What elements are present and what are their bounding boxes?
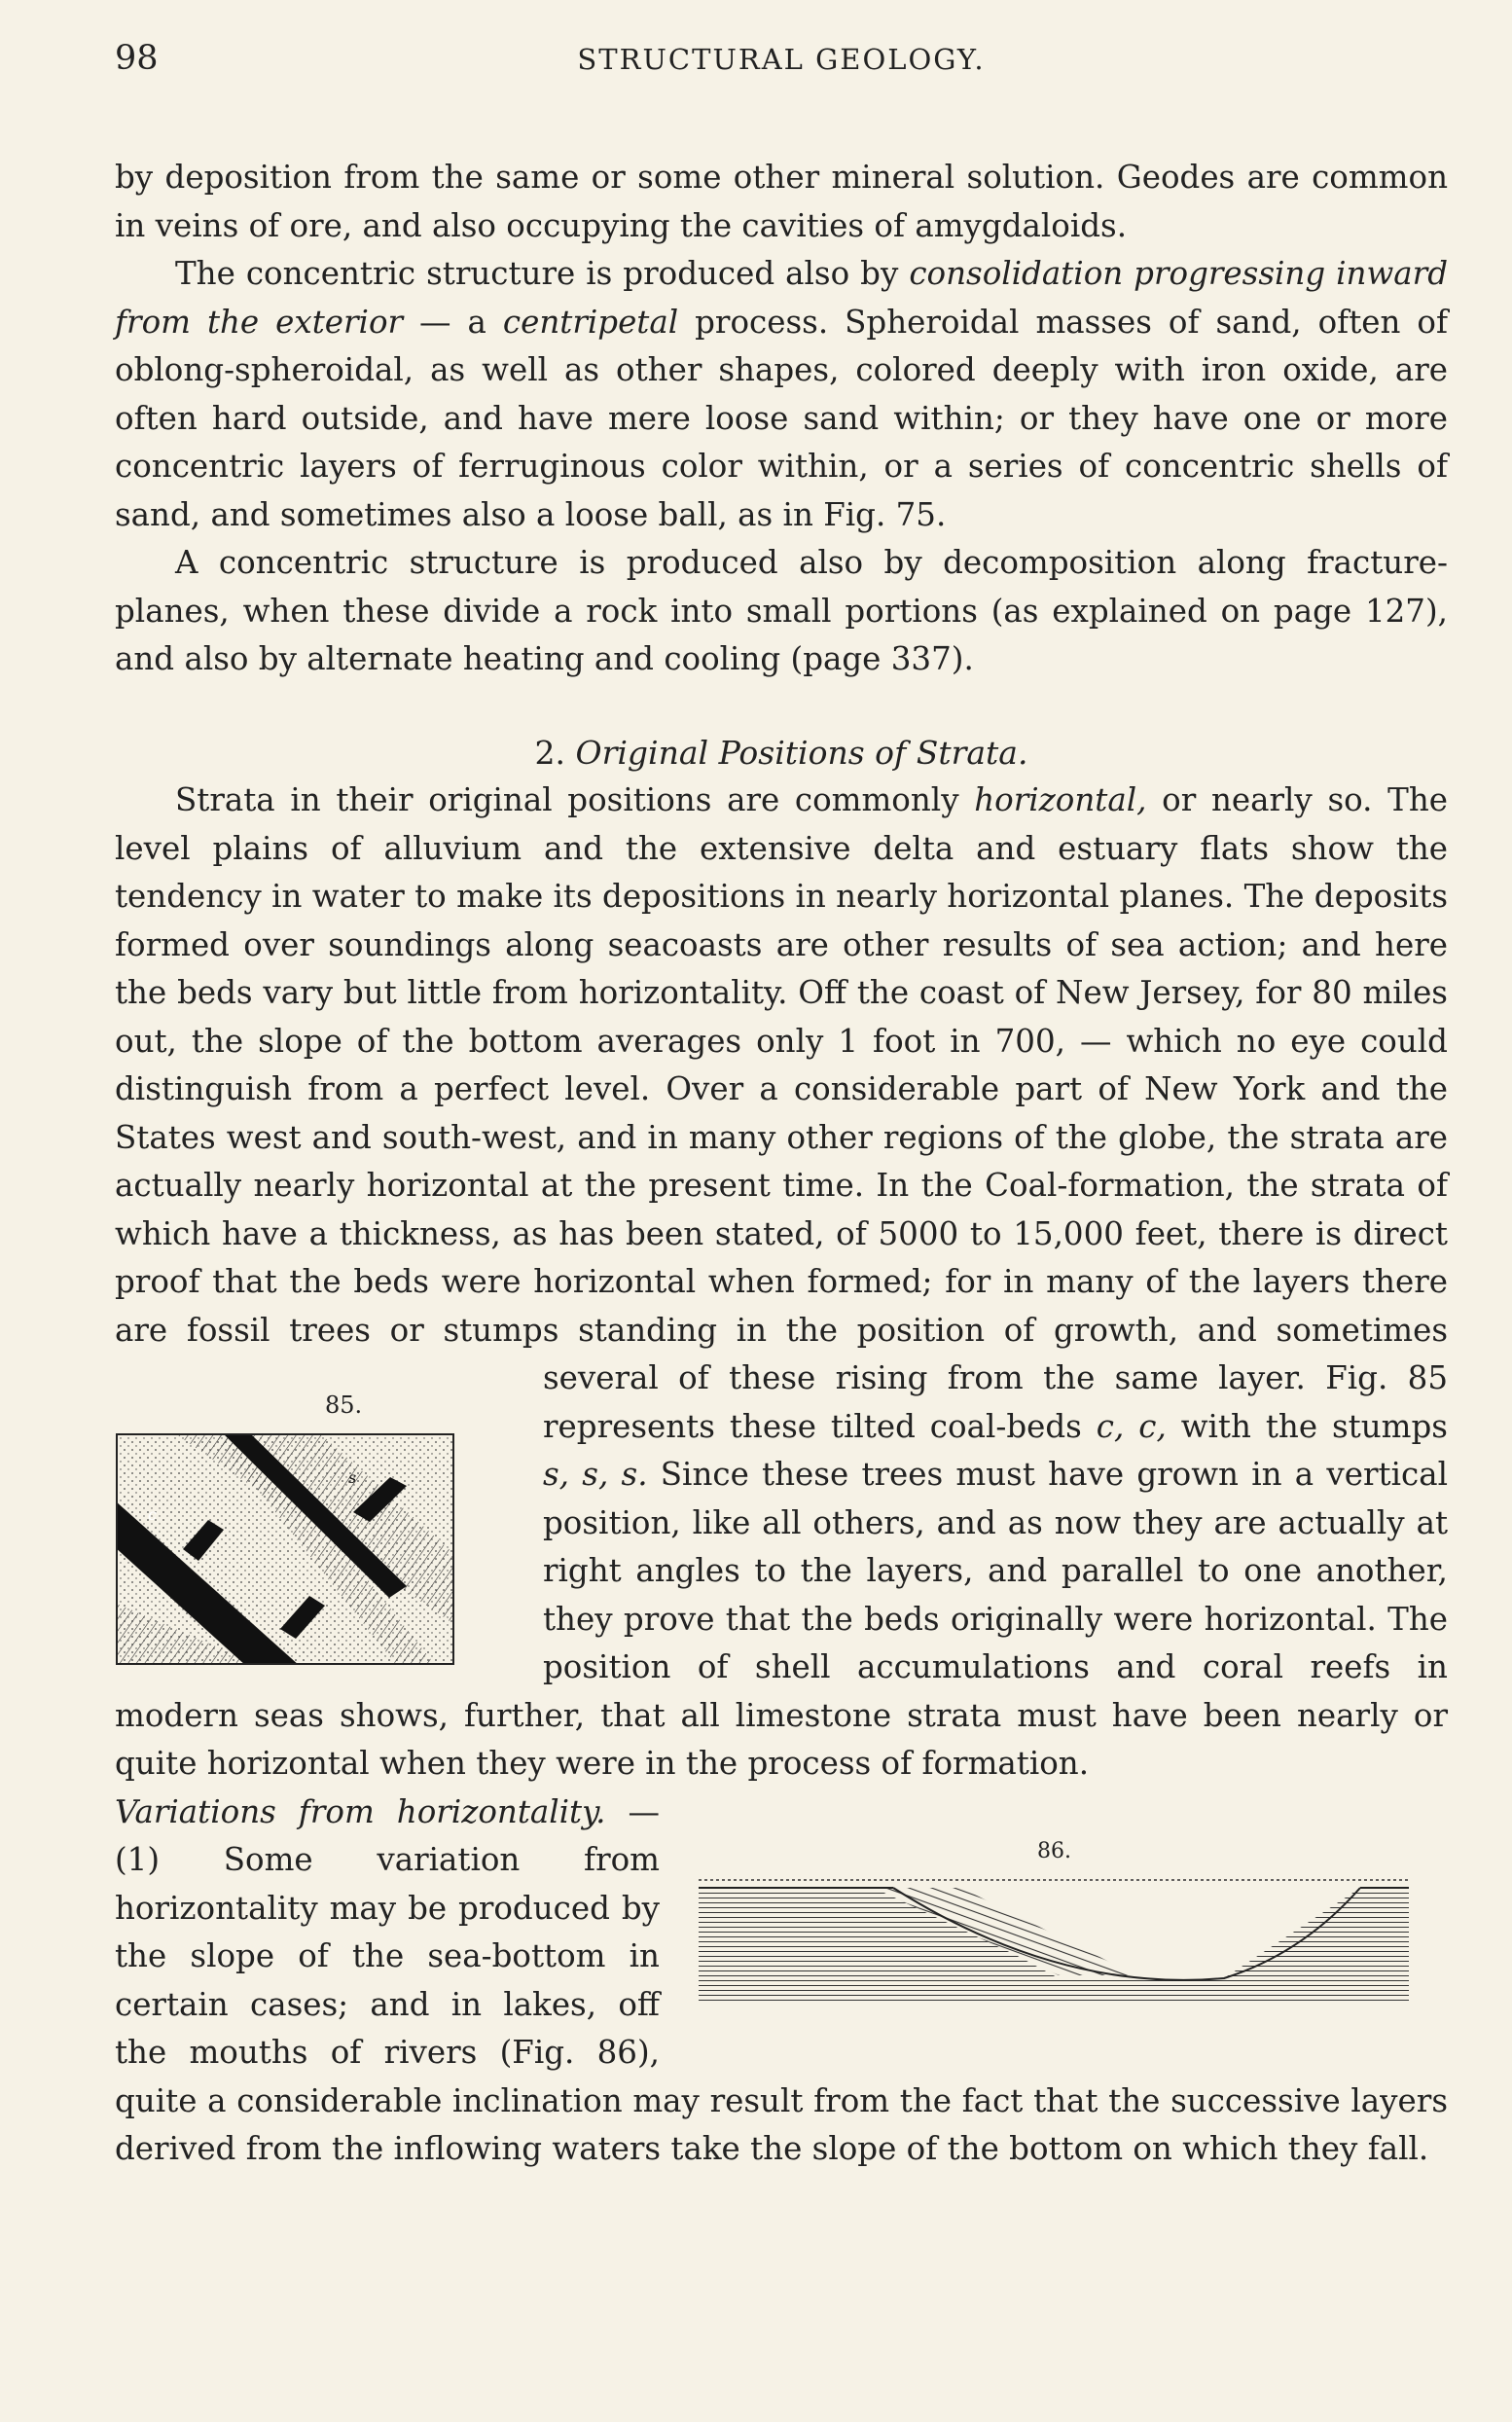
paragraph-4: Strata in their original positions are commonly horizontal, or nearly so. The level plains of alluvium and the extensive delta and estuary flats show the tendency in water to make its depositions in nearly horizontal planes. The deposits formed over soundings along seacoasts are other results of sea action; and here the beds vary but little from horizontality. Off the coast of New Jersey, for 80 miles out, the slope of the bottom averages only 1 foot in 700, — which no eye could distinguish from a perfect level. Over a considerable part of New York and the States west and south-west, and in many other regions of the globe, the strata are actually nearly horizontal at the present time. In the Coal-formation, the strata of which have a thickness, as has been stated, of 5000 to 15,000 feet, there is direct proof that the beds were horizontal when formed; for in many of the layers there are fossil trees or stumps standing in the position of growth, and 85. c s sometimes several of these rising from the same layer. Fig. 85 represents these tilted coal-beds c, c, with the stumps s, s, s. Since these trees must have grown in a vertical position, like all others, and as now they are actually at right angles to the layers, and parallel to one another, they prove that the beds originally were horizontal. The position of shell accumulations and coral reefs in modern seas shows, further, that all limestone strata must have been nearly or quite horizontal when they were in the process of formation. bbox=[115, 781, 1448, 1782]
paragraph-1: by deposition from the same or some other mineral solution. Geodes are common in veins of ore, and also occupying the cavities of amygdaloids. bbox=[115, 159, 1448, 244]
section-title: Original Positions of Strata. bbox=[575, 733, 1028, 772]
paragraph-2: The concentric structure is produced also by consolidation progressing inward from the exterior — a centripetal process. Spheroidal masses of sand, often of oblong-spheroidal, as well as other shapes, colored deeply with iron oxide, are often hard outside, and have mere loose sand within; or they have one or more concentric layers of ferruginous color within, or a series of concentric shells of sand, and sometimes also a loose ball, as in Fig. 75. bbox=[115, 255, 1448, 533]
stump-label-s: s bbox=[348, 1468, 357, 1487]
emphasis-coal-beds: c, c, bbox=[1096, 1407, 1167, 1445]
page-number: 98 bbox=[115, 39, 159, 78]
emphasis-stumps: s, s, s. bbox=[543, 1456, 648, 1493]
figure-86-illustration bbox=[679, 1866, 1428, 2012]
emphasis-consolidation: consolidation progressing inward from the exterior bbox=[115, 255, 1448, 341]
emphasis-variations: Variations from horizontality. bbox=[115, 1792, 606, 1830]
figure-85 bbox=[115, 1355, 504, 1646]
figure-85-label: 85. bbox=[325, 1392, 363, 1419]
figure-86 bbox=[679, 1789, 1448, 2032]
page-header bbox=[115, 39, 1448, 107]
bed-label-c: c bbox=[148, 1505, 157, 1524]
emphasis-centripetal: centripetal bbox=[502, 303, 679, 341]
page bbox=[115, 39, 1448, 2174]
section-number: 2. bbox=[534, 733, 566, 772]
paragraph-3: A concentric structure is produced also by decomposition along fracture-planes, when these divide a rock into small portions (as explained on page 127), and also by alternate heating and cooling (page 337). bbox=[115, 544, 1448, 677]
section-heading bbox=[115, 729, 1448, 777]
running-head: STRUCTURAL GEOLOGY. bbox=[577, 43, 986, 76]
figure-85-illustration bbox=[115, 1432, 465, 1666]
figure-86-label: 86. bbox=[1037, 1838, 1071, 1863]
emphasis-horizontal: horizontal, bbox=[974, 781, 1147, 818]
paragraph-5: 86. Variations from horizontality. — (1) Some variation from horizontality may be produced by the slope of the sea-bottom in certain cases; and in lakes, off the mouths of rivers (Fig. 86), quite a considerable inclination may result from the fact that the successive layers derived from the inflowing waters take the slope of the bottom on which they fall. bbox=[115, 1789, 1448, 2174]
